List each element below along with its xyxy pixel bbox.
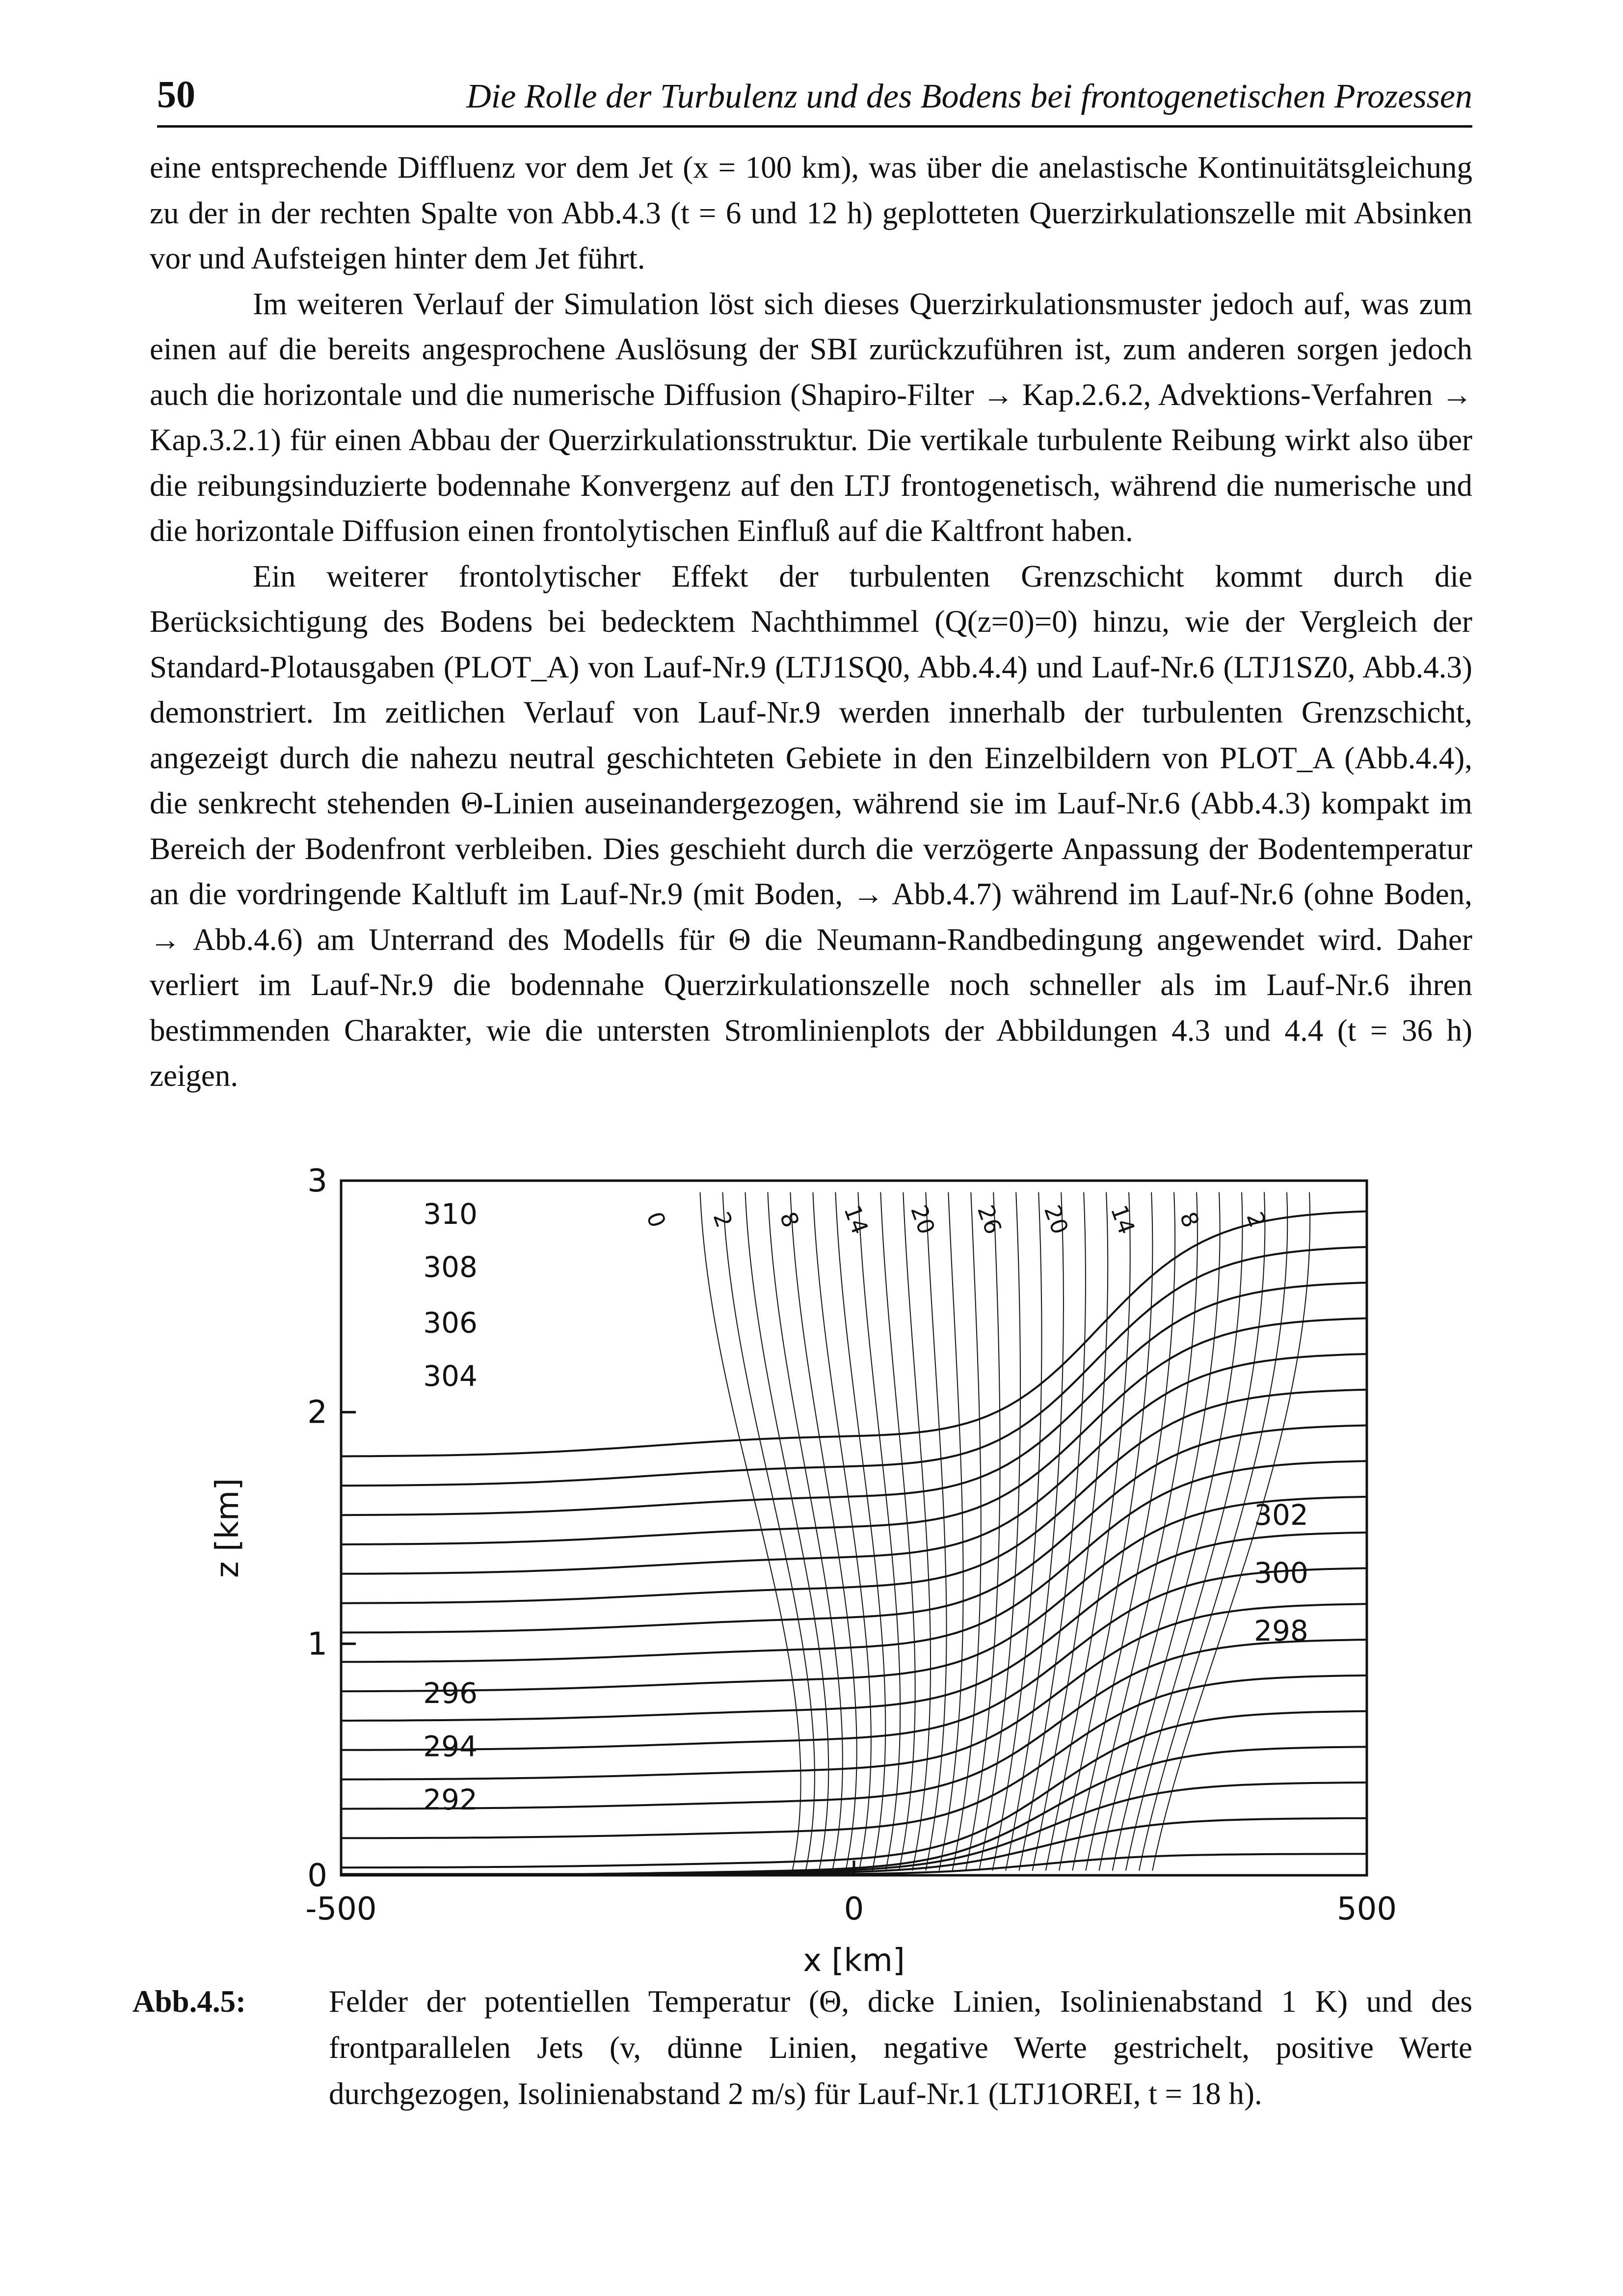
theta-label: 306	[423, 1306, 478, 1340]
caption-text: Felder der potentiellen Temperatur (Θ, dicke Linien, Isolinienabstand 1 K) und des frontparallelen Jets (v, dünne Linien, negative Werte gestrichelt, positive Werte durchgezogen, Isolinienabstand 2 m/s) für Lauf-Nr.1 (LTJ1OREI, t = 18 h).	[329, 1984, 1472, 2111]
jet-isoline	[903, 1192, 931, 1871]
figure-caption	[133, 1978, 1472, 2117]
y-tick-label: 2	[307, 1394, 327, 1431]
jet-label: 2	[708, 1208, 738, 1231]
jet-isoline	[926, 1192, 946, 1871]
jet-label: 14	[1105, 1201, 1141, 1238]
theta-isoline	[341, 1354, 1367, 1574]
page-header	[157, 66, 1472, 128]
jet-label: 20	[1038, 1201, 1074, 1238]
body-text	[150, 145, 1472, 1099]
x-tick-label: 500	[1336, 1891, 1397, 1927]
theta-isoline	[341, 1533, 1367, 1721]
theta-isoline	[341, 1640, 1367, 1809]
jet-isoline	[953, 1192, 981, 1871]
jet-isoline	[1046, 1192, 1130, 1871]
theta-label: 304	[423, 1359, 478, 1393]
jet-label: 14	[839, 1201, 874, 1238]
paragraph: Ein weiterer frontolytischer Effekt der turbulenten Grenzschicht kommt durch die Berücksichtigung des Bodens bei bedecktem Nachthimmel (Q(z=0)=0) hinzu, wie der Vergleich der Standard-Plotausgaben (PLOT_A) von Lauf-Nr.9 (LTJ1SQ0, Abb.4.4) und Lauf-Nr.6 (LTJ1SZ0, Abb.4.3) demonstriert. Im zeitlichen Verlauf von Lauf-Nr.9 werden innerhalb der turbulenten Grenzschicht, angezeigt durch die nahezu neutral geschichteten Gebiete in den Einzelbildern von PLOT_A (Abb.4.4), die senkrecht stehenden Θ-Linien auseinandergezogen, während sie im Lauf-Nr.6 (Abb.4.3) kompakt im Bereich der Bodenfront verbleiben. Dies geschieht durch die verzögerte Anpassung der Bodentemperatur an die vordringende Kaltluft im Lauf-Nr.9 (mit Boden, → Abb.4.7) während im Lauf-Nr.6 (ohne Boden, → Abb.4.6) am Unterrand des Modells für Θ die Neumann-Randbedingung angewendet wird. Daher verliert im Lauf-Nr.9 die bodennahe Querzirkulationszelle noch schneller als im Lauf-Nr.6 ihren bestimmenden Charakter, wie die untersten Stromlinienplots der Abbildungen 4.3 und 4.4 (t = 36 h) zeigen.	[150, 559, 1472, 1093]
theta-label: 310	[423, 1197, 478, 1231]
x-tick-label: 0	[844, 1891, 864, 1927]
paragraph: eine entsprechende Diffluenz vor dem Jet (x = 100 km), was über die anelastische Kontinuitätsgleichung zu der in der rechten Spalte von Abb.4.3 (t = 6 und 12 h) geplotteten Querzirkulationszelle mit Absinken vor und Aufsteigen hinter dem Jet führt.	[150, 150, 1472, 275]
paragraph: Im weiteren Verlauf der Simulation löst sich dieses Querzirkulationsmuster jedoch auf, was zum einen auf die bereits angesprochene Auslösung der SBI zurückzuführen ist, zum anderen sorgen jedoch auch die horizontale und die numerische Diffusion (Shapiro-Filter → Kap.2.6.2, Advektions-Verfahren → Kap.3.2.1) für einen Abbau der Querzirkulationsstruktur. Die vertikale turbulente Reibung wirkt also über die reibungsinduzierte bodennahe Konvergenz auf den LTJ frontogenetisch, während die numerische und die horizontale Diffusion einen frontolytischen Einfluß auf die Kaltfront haben.	[150, 286, 1472, 548]
x-tick-label: -500	[305, 1891, 377, 1927]
jet-isoline	[858, 1192, 900, 1871]
jet-isoline	[939, 1192, 963, 1871]
y-tick-label: 3	[307, 1163, 327, 1199]
y-tick-label: 0	[307, 1858, 327, 1894]
jet-label: 8	[774, 1208, 805, 1231]
theta-label: 300	[1254, 1556, 1308, 1590]
jet-isoline	[1072, 1192, 1175, 1871]
jet-isoline	[1086, 1192, 1197, 1871]
page-number: 50	[157, 73, 195, 115]
theta-isoline	[341, 1212, 1367, 1457]
jet-label: 2	[1241, 1208, 1272, 1231]
jet-isoline	[1099, 1192, 1220, 1871]
jet-label: 20	[905, 1201, 940, 1238]
theta-label: 294	[423, 1729, 478, 1763]
theta-isoline	[341, 1711, 1367, 1868]
y-tick-label: 1	[307, 1626, 327, 1663]
jet-isoline	[745, 1192, 829, 1871]
caption-label: Abb.4.5:	[133, 1984, 246, 2019]
theta-label: 298	[1254, 1614, 1308, 1648]
contour-chart	[210, 1156, 1397, 1991]
theta-label: 302	[1254, 1498, 1308, 1532]
running-title: Die Rolle der Turbulenz und des Bodens bei frontogenetischen Prozessen	[466, 78, 1472, 115]
x-axis-label: x [km]	[803, 1943, 905, 1979]
jet-isoline	[880, 1192, 915, 1871]
theta-label: 308	[423, 1250, 478, 1284]
jet-label: 8	[1174, 1208, 1205, 1231]
plot-frame	[341, 1181, 1367, 1875]
jet-label: 0	[641, 1208, 671, 1231]
theta-isoline	[341, 1247, 1367, 1486]
theta-label: 296	[423, 1676, 478, 1710]
theta-isoline	[341, 1283, 1367, 1515]
jet-label: 26	[972, 1201, 1007, 1238]
jet-isoline	[966, 1192, 1000, 1871]
contour-figure	[210, 1156, 1397, 1991]
theta-label: 292	[423, 1783, 478, 1817]
jet-isoline	[1033, 1192, 1108, 1871]
y-axis-label: z [km]	[210, 1478, 246, 1578]
